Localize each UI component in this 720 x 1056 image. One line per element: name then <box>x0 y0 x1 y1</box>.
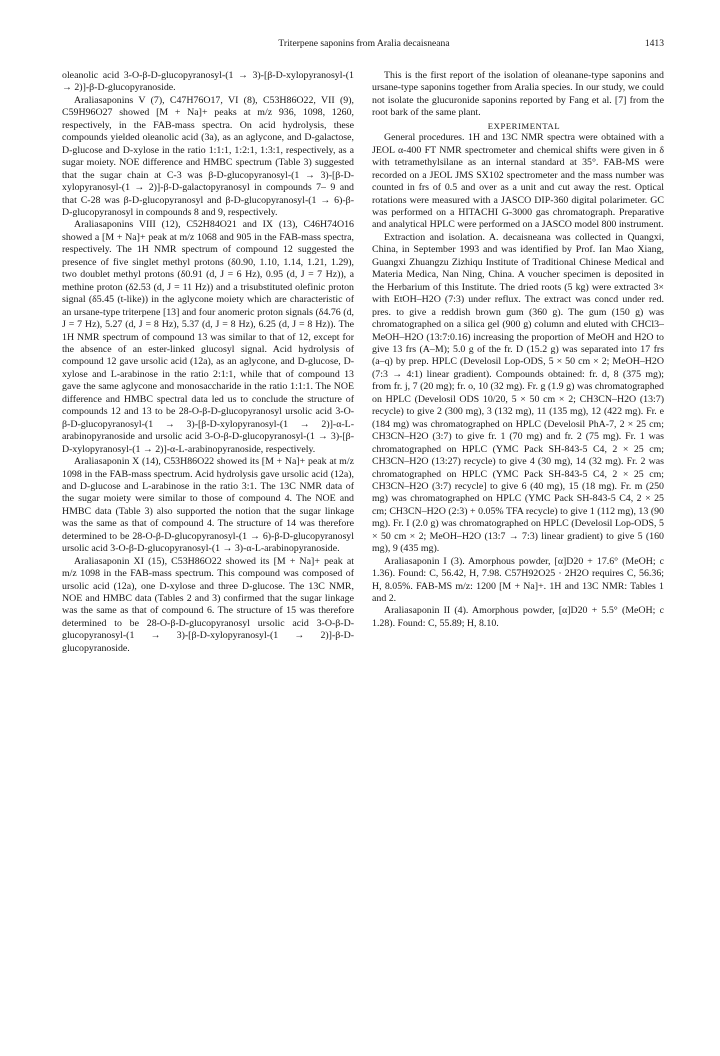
section-title: EXPERIMENTAL <box>487 120 561 131</box>
paragraph: oleanolic acid 3-O-β-D-glucopyranosyl-(1 → 3)-[β-D-xylopyranosyl-(1 → 2)]-β-D-glucopyranoside. <box>62 70 354 94</box>
page-number: 1413 <box>644 38 664 49</box>
paragraph: Araliasaponin XI (15), C53H86O22 showed its [M + Na]+ peak at m/z 1098 in the FAB-mass spectrum. This compound was composed of ursolic acid (12a), one D-xylose and three D-glucose. The 13C NMR, NOE and HMBC data (Tables 2 and 3) confirmed that the sugar linkage was the same as that of compound 6. The structure of 15 was therefore determined to be 28-O-β-D-glucopyranosyl ursolic acid 3-O-β-D-glucopyranosyl-(1 → 3)-[β-D-xylopyranosyl-(1 → 2)]-β-D-glucopyranoside. <box>62 555 354 654</box>
page-header <box>64 38 664 54</box>
paragraph: Araliasaponin II (4). Amorphous powder, [α]D20 + 5.5° (MeOH; c 1.28). Found: C, 55.89; H, 8.10. <box>372 605 664 629</box>
running-title: Triterpene saponins from Aralia decaisneana <box>278 38 450 49</box>
left-column <box>62 70 354 655</box>
paragraph: Araliasaponins VIII (12), C52H84O21 and IX (13), C46H74O16 showed a [M + Na]+ peak at m/z 1068 and 905 in the FAB-mass spectra, respectively. The 1H NMR spectrum of compound 12 suggested the presence of five singlet methyl protons (δ0.90, 1.10, 1.14, 1.21, 1.29), two doublet methyl protons (δ0.91 (d, J = 6 Hz), 0.95 (d, J = 7 Hz)), a methine proton (δ2.53 (d, J = 11 Hz)) and a trisubstituted olefinic proton signal (δ5.45 (t-like)) in the aglycone moiety which are characteristic of an ursane-type triterpene [13] and four anomeric proton signals (δ4.76 (d, J = 7 Hz), 5.27 (d, J = 8 Hz), 5.37 (d, J = 8 Hz), 6.25 (d, J = 8 Hz)). The 1H NMR spectrum of compound 13 was similar to that of 12, except for the absence of an ester-linked glucosyl signal. Acid hydrolysis of compound 12 gave ursolic acid (12a), as an aglycone, and D-glucose, D-xylose and L-arabinose in the ratio 2:1:1, while that of compound 13 gave the same aglycone and monosaccharide in the ratio 1:1:1. The NOE difference and HMBC spectral data led us to conclude the structure of compounds 12 and 13 to be 28-O-β-D-glucopyranosyl ursolic acid 3-O-β-D-glucopyranosyl-(1 → 3)-[β-D-xylopyranosyl-(1 → 2)]-α-L-arabinopyranoside and ursolic acid 3-O-β-D-glucopyranosyl-(1 → 3)-[β-D-xylopyranosyl-(1 → 2)]-α-L-arabinopyranoside, respectively. <box>62 219 354 455</box>
paragraph: Araliasaponin X (14), C53H86O22 showed its [M + Na]+ peak at m/z 1098 in the FAB-mass spectrum. Acid hydrolysis gave ursolic acid (12a), and D-glucose and L-arabinose in the ratio 3:1. The 13C NMR data of the sugar moiety were similar to those of compound 4. The NOE and HMBC data (Table 3) also supported the notion that the sugar linkage was the same as that of compound 4. The structure of 14 was therefore determined to be 28-O-β-D-glucopyranosyl-(1 → 6)-β-D-glucopyranosyl ursolic acid 3-O-β-D-glucopyranosyl-(1 → 3)-α-L-arabinopyranoside. <box>62 456 354 555</box>
right-column <box>372 70 664 630</box>
paragraph: This is the first report of the isolation of oleanane-type saponins and ursane-type saponins together from Aralia species. In our study, we could not isolate the glucuronide saponins reported by Fang et al. [7] from the root bark of the same plant. <box>372 70 664 119</box>
paragraph: Araliasaponins V (7), C47H76O17, VI (8), C53H86O22, VII (9), C59H96O27 showed [M + Na]+ peaks at m/z 936, 1098, 1260, respectively, in the FAB-mass spectra. On acid hydrolysis, these compounds yielded oleanolic acid (3a), as an aglycone, and D-galactose, D-glucose and D-xylose in the ratio 1:1:1, 1:2:1, 1:3:1, respectively, as a sugar moiety. NOE difference and HMBC spectrum (Table 3) suggested that the sugar chain at C-3 was β-D-glucopyranosyl-(1 → 3)-[β-D-xylopyranosyl-(1 → 2)]-β-D-galactopyranosyl in compounds 7– 9 and that C-28 was β-D-glucopyranosyl and β-D-glucopyranosyl-(1 → 6)-β-D-glucopyranosyl in compounds 8 and 9, respectively. <box>62 94 354 218</box>
paragraph: General procedures. 1H and 13C NMR spectra were obtained with a JEOL α-400 FT NMR spectrometer and chemical shifts were given in δ with tetramethylsilane as an internal standard at 35°. FAB-MS were recorded on a JEOL JMS SX102 spectrometer and the mass number was counted in frs of 0.5 and over as a unit and cut away the rest. Optical rotations were measured with a JASCO DIP-360 digital polarimeter. GC was performed on a HITACHI G-3000 gas chromatograph. Preparative and analytical HPLC were performed on a JASCO model 800 instrument. <box>372 132 664 231</box>
paragraph: Araliasaponin I (3). Amorphous powder, [α]D20 + 17.6° (MeOH; c 1.36). Found: C, 56.42, H, 7.98. C57H92O25 · 2H2O requires C, 56.36; H, 8.05%. FAB-MS m/z: 1200 [M + Na]+. 1H and 13C NMR: Tables 1 and 2. <box>372 555 664 605</box>
paragraph: Extraction and isolation. A. decaisneana was collected in Quangxi, China, in September 1993 and was identified by Prof. Ian Mao Xiang, Guangxi Zhuangzu Zizhiqu Institute of Traditional Chinese Medical and Materia Medica, Nan Ning, China. A voucher specimen is deposited in the Herbarium of this Institute. The dried roots (5 kg) were extracted 3× with EtOH–H2O (7:3) under reflux. The extract was concd under red. pres. to give a reddish brown gum (360 g). The gum (150 g) was chromatographed on a silica gel (900 g) column and eluted with CHCl3–MeOH–H2O (13:7:0.16) increasing the proportion of MeOH and H2O to give 13 frs (A–M); 5.0 g of the fr. D (15.2 g) was separated into 17 frs (a–q) by prep. HPLC (Develosil Lop-ODS, 5 × 50 cm × 2; MeOH–H2O (7:3 → 4:1) linear gradient). Compounds obtained: fr. d, 8 (375 mg); from fr. j, 7 (20 mg); fr. o, 10 (32 mg). Fr. g (1.9 g) was chromatographed on HPLC (Develosil ODS 10/20, 5 × 50 cm × 2; CH3CN–H2O (13:7) recycle) to give 2 (300 mg), 3 (132 mg), 11 (135 mg), 12 (422 mg). Fr. e (184 mg) was chromatographed on HPLC (Develosil PhA-7, 2 × 25 cm; CH3CN–H2O (3:7) to give fr. 1 (70 mg) and fr. 2 (75 mg). Fr. 1 was chromatographed on HPLC (YMC Pack SH-843-5 C4, 2 × 25 cm; CH3CN–H2O (13:27) recycle) to give 4 (30 mg), 14 (32 mg). Fr. 2 was chromatographed on HPLC (YMC Pack SH-843-5 C4, 2 × 25 cm; CH3CN–H2O (3:7) recycle] to give 6 (40 mg), 15 (18 mg). Fr. m (250 mg) was chromatographed on HPLC (YMC Pack SH-843-5 C4, 2 × 25 cm; CH3CN–H2O (2:3) + 0.05% TFA recycle) to give 1 (112 mg), 13 (90 mg). Fr. I (2.0 g) was chromatographed on HPLC (Develosil Lop-ODS, 5 × 50 cm × 2; MeOH–H2O (13:7 → 7:3) linear gradient) to give 5 (160 mg), 9 (435 mg). <box>372 231 664 555</box>
